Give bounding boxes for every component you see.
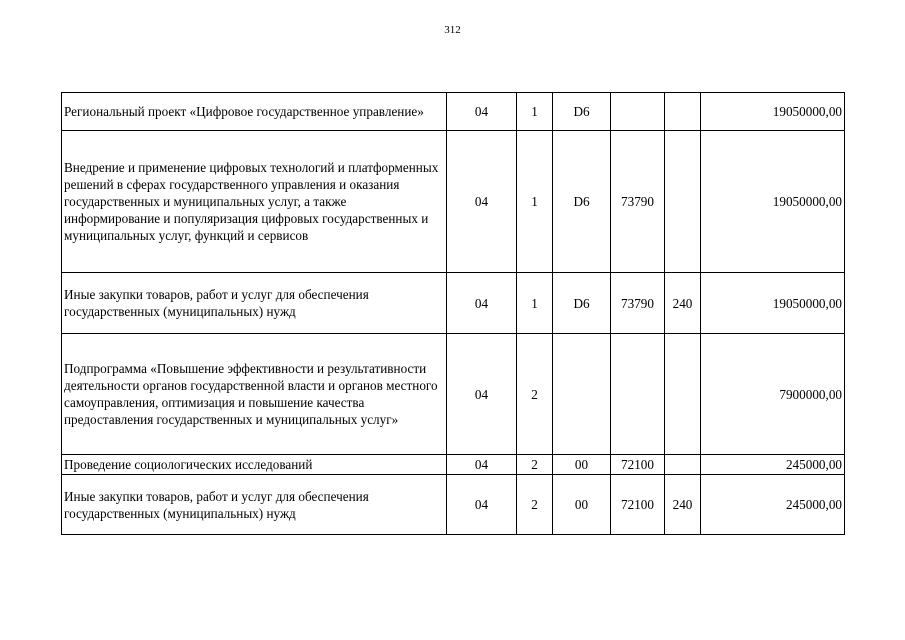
row-razdel: 04	[447, 455, 517, 475]
table-row	[62, 475, 845, 535]
row-code: 72100	[611, 455, 665, 475]
row-subprogram: D6	[553, 93, 611, 131]
row-program: 2	[517, 455, 553, 475]
row-code: 73790	[611, 273, 665, 334]
row-subprogram: 00	[553, 475, 611, 535]
row-vid: 240	[665, 273, 701, 334]
row-razdel: 04	[447, 93, 517, 131]
row-program: 1	[517, 273, 553, 334]
row-program: 2	[517, 334, 553, 455]
row-subprogram: D6	[553, 273, 611, 334]
table-row	[62, 455, 845, 475]
table-row	[62, 131, 845, 273]
row-program: 1	[517, 131, 553, 273]
row-description: Иные закупки товаров, работ и услуг для обеспечения государственных (муниципальных) нужд	[62, 273, 447, 334]
row-subprogram: D6	[553, 131, 611, 273]
table-row	[62, 93, 845, 131]
budget-table	[61, 92, 845, 535]
row-program: 1	[517, 93, 553, 131]
row-code	[611, 334, 665, 455]
table-row	[62, 273, 845, 334]
row-description: Региональный проект «Цифровое государственное управление»	[62, 93, 447, 131]
row-subprogram	[553, 334, 611, 455]
row-amount: 19050000,00	[701, 131, 845, 273]
row-code	[611, 93, 665, 131]
row-vid	[665, 455, 701, 475]
row-amount: 245000,00	[701, 455, 845, 475]
row-subprogram: 00	[553, 455, 611, 475]
row-description: Внедрение и применение цифровых технологий и платформенных решений в сферах государственного управления и оказания государственных и муниципальных услуг, а также информирование и популяризация цифровых государственных и муниципальных услуг, функций и сервисов	[62, 131, 447, 273]
row-vid	[665, 93, 701, 131]
page-number: 312	[444, 24, 461, 36]
row-razdel: 04	[447, 131, 517, 273]
row-vid	[665, 131, 701, 273]
row-razdel: 04	[447, 334, 517, 455]
row-amount: 7900000,00	[701, 334, 845, 455]
row-razdel: 04	[447, 475, 517, 535]
row-vid: 240	[665, 475, 701, 535]
row-vid	[665, 334, 701, 455]
row-amount: 245000,00	[701, 475, 845, 535]
row-code: 73790	[611, 131, 665, 273]
row-amount: 19050000,00	[701, 93, 845, 131]
row-description: Иные закупки товаров, работ и услуг для обеспечения государственных (муниципальных) нужд	[62, 475, 447, 535]
row-program: 2	[517, 475, 553, 535]
row-description: Подпрограмма «Повышение эффективности и результативности деятельности органов государственной власти и органов местного самоуправления, оптимизация и повышение качества предоставления государственных и муниципальных услуг»	[62, 334, 447, 455]
row-description: Проведение социологических исследований	[62, 455, 447, 475]
row-razdel: 04	[447, 273, 517, 334]
row-code: 72100	[611, 475, 665, 535]
row-amount: 19050000,00	[701, 273, 845, 334]
table-row	[62, 334, 845, 455]
